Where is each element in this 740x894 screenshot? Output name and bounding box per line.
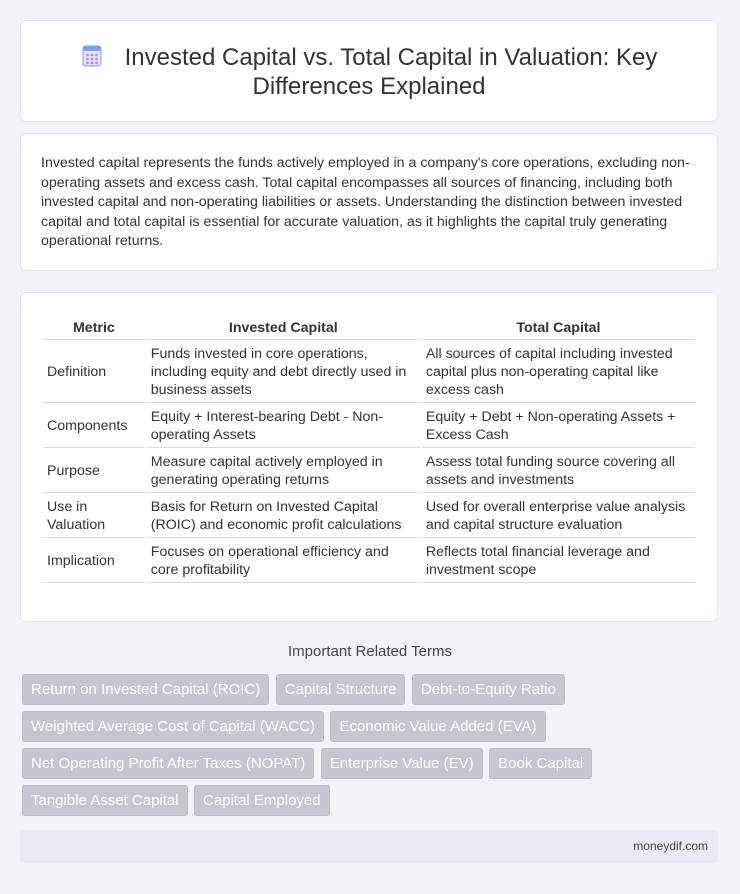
row-total: Assess total funding source covering all assets and investments xyxy=(422,450,695,493)
title-card xyxy=(20,20,718,122)
comparison-table xyxy=(41,315,697,585)
related-terms-title: Important Related Terms xyxy=(288,643,452,660)
table-row xyxy=(43,540,695,583)
header-total-capital: Total Capital xyxy=(422,317,695,340)
table-row xyxy=(43,405,695,448)
related-term-tag[interactable]: Debt-to-Equity Ratio xyxy=(412,674,565,705)
related-term-tag[interactable]: Enterprise Value (EV) xyxy=(321,748,483,779)
intro-paragraph: Invested capital represents the funds actively employed in a company's core operations, excluding non-operating assets and excess cash. Total capital encompasses all sources of financing, including both invested capital and non-operating liabilities or assets. Understanding the distinction between invested capital and total capital is essential for accurate valuation, as it highlights the capital truly generating operational returns. xyxy=(41,155,690,250)
row-total: All sources of capital including invested capital plus non-operating capital like excess cash xyxy=(422,342,695,403)
header-invested-capital: Invested Capital xyxy=(147,317,420,340)
row-invested: Focuses on operational efficiency and core profitability xyxy=(147,540,420,583)
row-invested: Basis for Return on Invested Capital (ROIC) and economic profit calculations xyxy=(147,495,420,538)
intro-card xyxy=(20,133,718,271)
calculator-icon xyxy=(81,45,103,67)
row-metric: Implication xyxy=(43,540,145,583)
row-invested: Funds invested in core operations, including equity and debt directly used in business assets xyxy=(147,342,420,403)
table-row xyxy=(43,450,695,493)
related-term-tag[interactable]: Book Capital xyxy=(489,748,592,779)
related-term-tag[interactable]: Net Operating Profit After Taxes (NOPAT) xyxy=(22,748,314,779)
row-metric: Use in Valuation xyxy=(43,495,145,538)
table-row xyxy=(43,495,695,538)
page-title-wrap xyxy=(21,43,717,101)
row-metric: Components xyxy=(43,405,145,448)
related-term-tag[interactable]: Capital Structure xyxy=(276,674,406,705)
comparison-table-card xyxy=(20,292,718,622)
related-term-tag[interactable]: Weighted Average Cost of Capital (WACC) xyxy=(22,711,324,742)
row-metric: Purpose xyxy=(43,450,145,493)
row-invested: Equity + Interest-bearing Debt - Non-operating Assets xyxy=(147,405,420,448)
row-total: Reflects total financial leverage and investment scope xyxy=(422,540,695,583)
row-metric: Definition xyxy=(43,342,145,403)
footer-bar xyxy=(20,830,718,863)
page-title: Invested Capital vs. Total Capital in Valuation: Key Differences Explained xyxy=(124,44,658,100)
row-total: Equity + Debt + Non-operating Assets + Excess Cash xyxy=(422,405,695,448)
related-term-tag[interactable]: Capital Employed xyxy=(194,785,330,816)
footer-site[interactable]: moneydif.com xyxy=(633,839,708,853)
row-total: Used for overall enterprise value analysis and capital structure evaluation xyxy=(422,495,695,538)
related-terms-list xyxy=(22,674,622,822)
table-header-row xyxy=(43,317,695,340)
related-term-tag[interactable]: Tangible Asset Capital xyxy=(22,785,188,816)
header-metric: Metric xyxy=(43,317,145,340)
table-row xyxy=(43,342,695,403)
related-term-tag[interactable]: Return on Invested Capital (ROIC) xyxy=(22,674,269,705)
related-term-tag[interactable]: Economic Value Added (EVA) xyxy=(330,711,545,742)
row-invested: Measure capital actively employed in generating operating returns xyxy=(147,450,420,493)
